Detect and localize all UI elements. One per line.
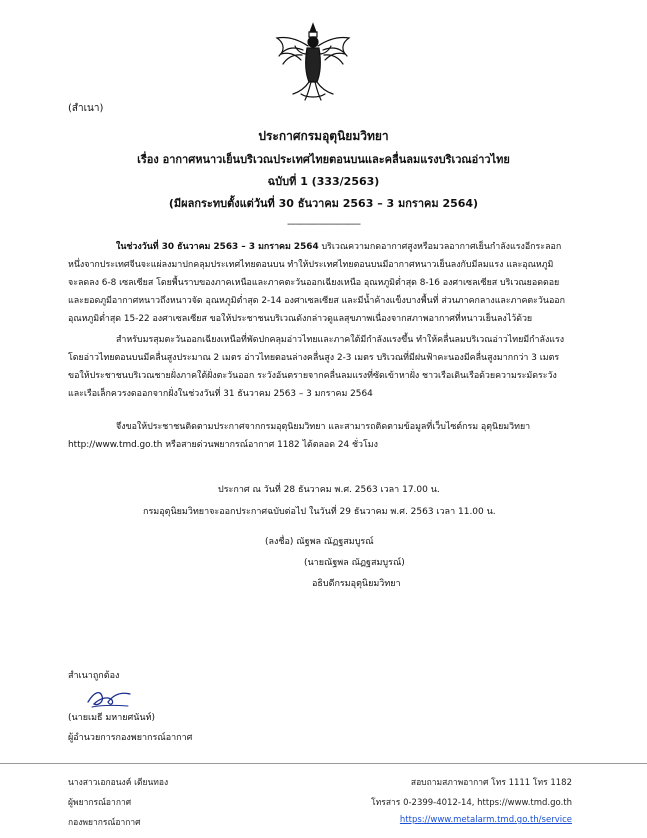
paragraph-strong-waves	[68, 331, 588, 403]
announce-date: ประกาศ ณ วันที่ 28 ธันวาคม พ.ศ. 2563 เวลา 17.00 น.	[218, 485, 440, 495]
emphasis-period: ในช่วงวันที่ 30 ธันวาคม 2563 – 3 มกราคม 2564	[116, 242, 319, 252]
signature-position: อธิบดีกรมอุตุนิยมวิทยา	[312, 579, 401, 589]
effective-period: (มีผลกระทบตั้งแต่วันที่ 30 ธันวาคม 2563 – 3 มกราคม 2564)	[168, 197, 479, 210]
handwritten-signature-icon	[84, 686, 136, 710]
paragraph-line: สำหรับมรสุมตะวันออกเฉียงเหนือที่พัดปกคลุมอ่าวไทยและภาคใต้มีกำลังแรงขึ้น ทำให้คลื่นลมบริเวณอ่าวไทยมีกำลังแรง	[116, 335, 565, 345]
title-separator: ----------------------------	[286, 219, 361, 230]
paragraph-line: จะลดลง 6-8 เซลเซียส โดยพื้นราบของภาคเหนือและภาคตะวันออกเฉียงเหนือ อุณหภูมิต่ำสุด 8-16 องศาเซลเซียส บริเวณยอดดอย	[68, 278, 560, 288]
footer-staff-division: กองพยากรณ์อากาศ	[68, 818, 141, 828]
footer-divider	[0, 763, 647, 764]
certifier-position: ผู้อำนวยการกองพยากรณ์อากาศ	[68, 733, 193, 743]
announcement-title: ประกาศกรมอุตุนิยมวิทยา	[258, 129, 389, 143]
next-issue-notice: กรมอุตุนิยมวิทยาจะออกประกาศฉบับต่อไป ในวันที่ 29 ธันวาคม พ.ศ. 2563 เวลา 11.00 น.	[143, 507, 496, 517]
signature-signed: (ลงชื่อ) ณัฐพล ณัฏฐสมบูรณ์	[265, 537, 374, 547]
footer-service-link[interactable]: https://www.metalarm.tmd.go.th/service	[399, 815, 572, 825]
announcement-subject: เรื่อง อากาศหนาวเย็นบริเวณประเทศไทยตอนบนและคลื่นลมแรงบริเวณอ่าวไทย	[137, 153, 510, 166]
paragraph-line: http://www.tmd.go.th หรือสายด่วนพยากรณ์อากาศ 1182 ได้ตลอด 24 ชั่วโมง	[68, 440, 378, 450]
paragraph-line: และเรือเล็กควรงดออกจากฝั่งในช่วงวันที่ 31 ธันวาคม 2563 – 3 มกราคม 2564	[68, 389, 373, 399]
footer-staff-role: ผู้พยากรณ์อากาศ	[68, 798, 132, 808]
paragraph-follow-updates	[68, 418, 588, 454]
certifier-name: (นายเมธี มหายศนันท์)	[68, 713, 156, 723]
paragraph-line: อุณหภูมิต่ำสุด 15-22 องศาเซลเซียส ขอให้ประชาชนบริเวณดังกล่าวดูแลสุขภาพเนื่องจากสภาพอากาศที่หนาวเย็นลงไว้ด้วย	[68, 314, 533, 324]
footer-phone: สอบถามสภาพอากาศ โทร 1111 โทร 1182	[410, 778, 572, 788]
copy-mark: (สำเนา)	[68, 103, 104, 114]
garuda-emblem-icon	[271, 20, 355, 104]
paragraph-line	[68, 238, 588, 256]
paragraph-line: หนึ่งจากประเทศจีนจะแผ่ลงมาปกคลุมประเทศไทยตอนบน ทำให้ประเทศไทยตอนบนมีอากาศหนาวเย็นลงกับมีลมแรง และอุณหภูมิ	[68, 260, 554, 270]
paragraph-line: และยอดภูมีอากาศหนาวถึงหนาวจัด อุณหภูมิต่ำสุด 2-14 องศาเซลเซียส และมีน้ำค้างแข็งบางพื้นที่ ส่วนภาคกลางและภาคตะวันออก	[68, 296, 565, 306]
footer-staff-name: นางสาวเอกอนงค์ เตียนทอง	[68, 778, 169, 788]
signature-full-name: (นายณัฐพล ณัฏฐสมบูรณ์)	[304, 558, 405, 568]
paragraph-line: ขอให้ประชาชนบริเวณชายฝั่งภาคใต้ฝั่งตะวันออก ระวังอันตรายจากคลื่นลมแรงที่ซัดเข้าหาฝั่ง ชาวเรือเดินเรือด้วยความระมัดระวัง	[68, 371, 557, 381]
paragraph-line-text: บริเวณความกดอากาศสูงหรือมวลอากาศเย็นกำลังแรงอีกระลอก	[318, 242, 562, 252]
footer-fax: โทรสาร 0-2399-4012-14, https://www.tmd.go.th	[371, 798, 572, 808]
certified-copy-label: สำเนาถูกต้อง	[68, 671, 120, 681]
paragraph-line: จึงขอให้ประชาชนติดตามประกาศจากกรมอุตุนิยมวิทยา และสามารถติดตามข้อมูลที่เว็บไซต์กรม อุตุนิยมวิทยา	[116, 422, 531, 432]
paragraph-line: โดยอ่าวไทยตอนบนมีคลื่นสูงประมาณ 2 เมตร อ่าวไทยตอนล่างคลื่นสูง 2-3 เมตร บริเวณที่มีฝนฟ้าคะนองมีคลื่นสูงมากกว่า 3 เมตร	[68, 353, 560, 363]
paragraph-cold-weather	[68, 238, 588, 328]
issue-number: ฉบับที่ 1 (333/2563)	[267, 175, 380, 188]
